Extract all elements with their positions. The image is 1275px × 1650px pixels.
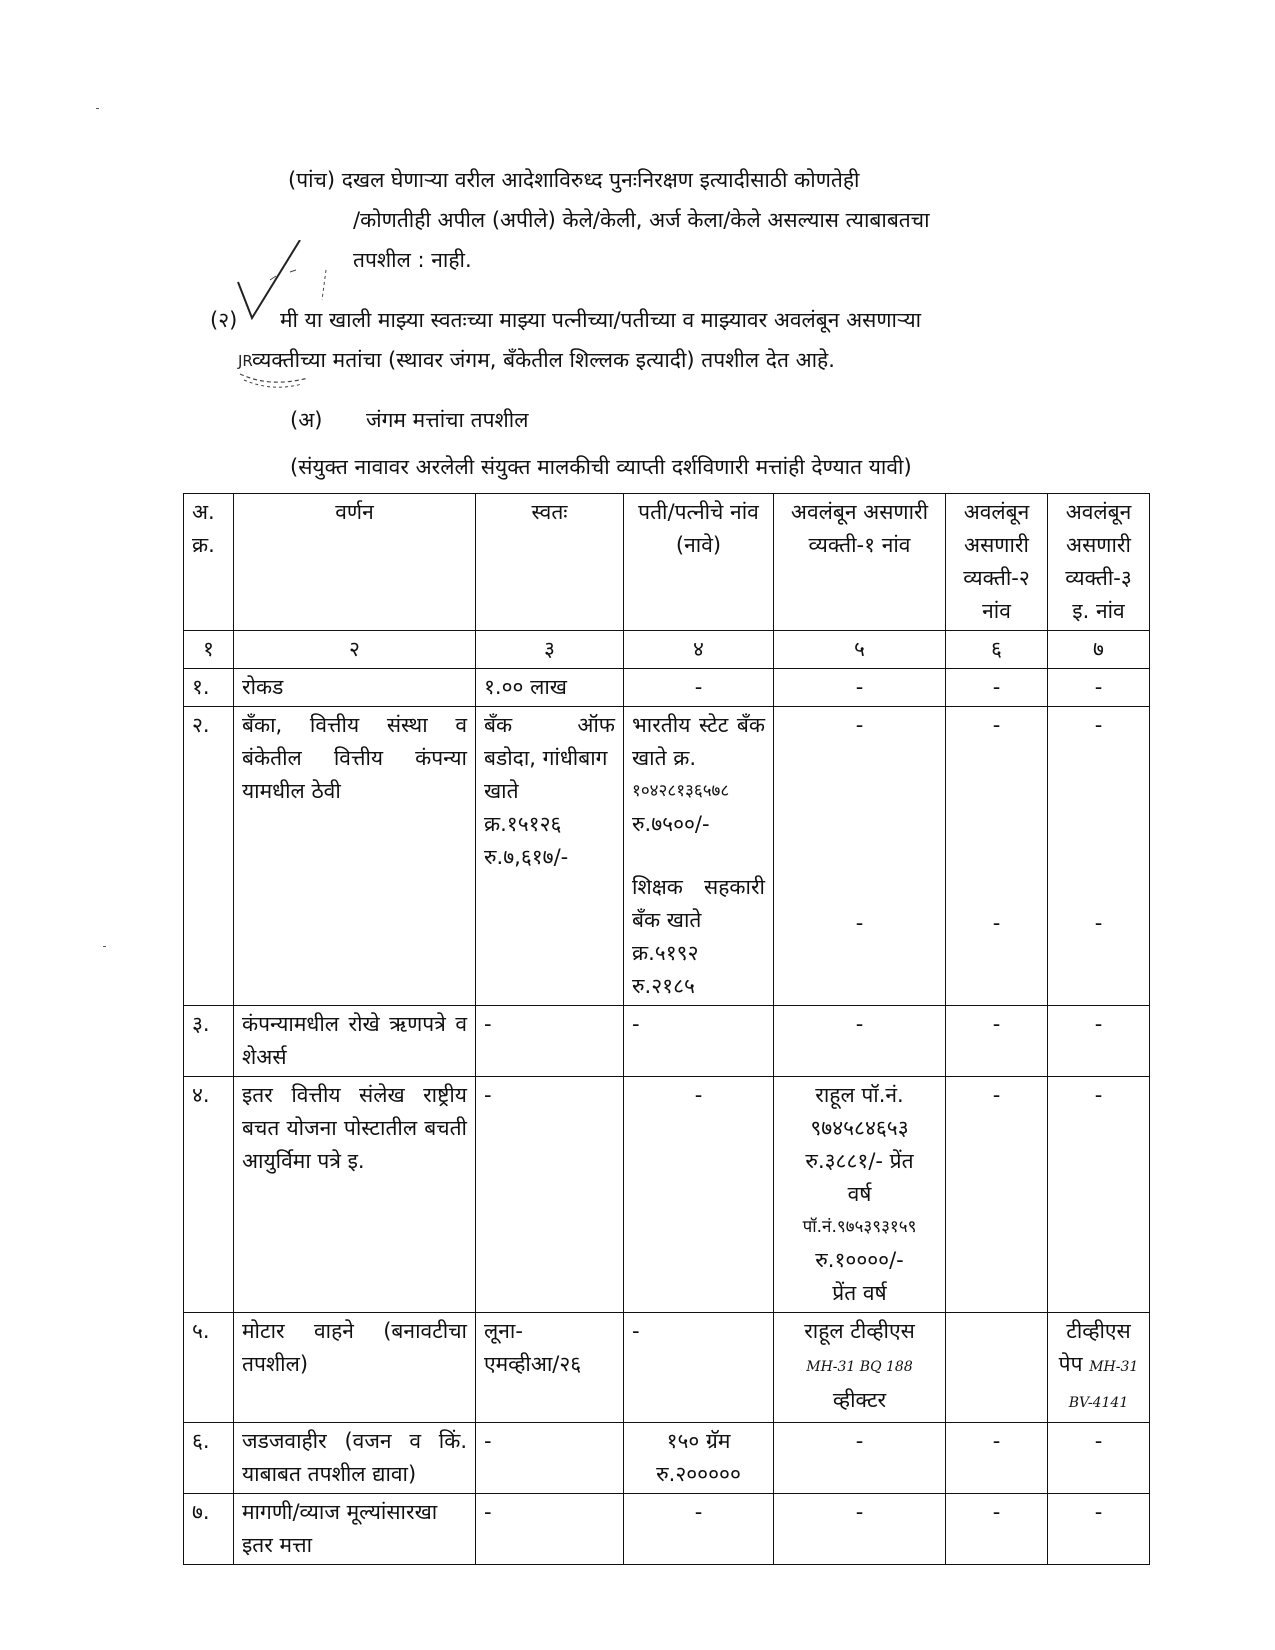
spouse-value	[624, 1423, 774, 1494]
dash: -	[1048, 1077, 1150, 1313]
row-description: मागणी/व्याज मूल्यांसारखा इतर मत्ता	[234, 1494, 476, 1565]
jewellery-weight: १५० ग्रॅम	[666, 1429, 731, 1453]
dependent-1-value	[774, 1313, 946, 1423]
dash: -	[1094, 713, 1103, 737]
amount: रु.७,६१७/-	[484, 845, 569, 869]
section-heading	[290, 408, 528, 432]
column-number: ३	[476, 631, 624, 669]
table-header-row	[184, 494, 1150, 631]
movable-assets-table	[183, 493, 1150, 1565]
row-description: मोटार वाहने (बनावटीचा तपशील)	[234, 1313, 476, 1423]
bank-name: शिक्षक सहकारी बँक खाते	[632, 875, 765, 932]
column-number: ५	[774, 631, 946, 669]
table-row	[184, 1006, 1150, 1077]
sub-clause-marker: (पांच)	[288, 168, 336, 192]
jewellery-value: रु.२०००००	[656, 1462, 741, 1486]
column-number-row	[184, 631, 1150, 669]
dash: -	[946, 669, 1048, 707]
self-value: १.०० लाख	[476, 669, 624, 707]
dash: -	[774, 1423, 946, 1494]
row-number: २.	[184, 707, 234, 1006]
dash: -	[1048, 1006, 1150, 1077]
column-number: २	[234, 631, 476, 669]
dependent-3-value	[1048, 1313, 1150, 1423]
row-number: ५.	[184, 1313, 234, 1423]
paragraph-line: व्यक्तीच्या मतांचा (स्थावर जंगम, बँकेतील शिल्लक इत्यादी) तपशील देत आहे.	[252, 348, 835, 372]
dash: -	[476, 1423, 624, 1494]
dash: -	[624, 1494, 774, 1565]
dash: -	[774, 669, 946, 707]
dash: -	[624, 1006, 774, 1077]
dash: -	[1048, 1494, 1150, 1565]
vehicle-line: लूना-	[484, 1319, 523, 1343]
table-row	[184, 669, 1150, 707]
header-cell: वर्णन	[234, 494, 476, 631]
dependent-1-value	[774, 707, 946, 1006]
table-row	[184, 707, 1150, 1006]
table-row	[184, 1313, 1150, 1423]
column-number: १	[184, 631, 234, 669]
row-number: ४.	[184, 1077, 234, 1313]
header-cell: अवलंबून असणारी व्यक्ती-१ नांव	[774, 494, 946, 631]
dash: -	[774, 1006, 946, 1077]
svg-text:JR: JR	[238, 352, 253, 370]
section-title: जंगम मत्तांचा तपशील	[366, 408, 529, 432]
dependent-1-value	[774, 1077, 946, 1313]
vehicle-line: MH-31 BQ 188 व्हीक्टर	[806, 1359, 913, 1412]
vehicle-line: एमव्हीआ/२६	[484, 1352, 582, 1376]
amount: रु.२१८५	[632, 974, 695, 998]
dash: -	[946, 1423, 1048, 1494]
dash: -	[855, 911, 864, 935]
header-cell: अ. क्र.	[184, 494, 234, 631]
dash: -	[1048, 1423, 1150, 1494]
table-row	[184, 1494, 1150, 1565]
policy-line: रु.१००००/-	[815, 1248, 904, 1272]
dash: -	[1048, 669, 1150, 707]
sub-clause-line: तपशील : नाही.	[353, 248, 472, 272]
dash: -	[774, 1494, 946, 1565]
sub-clause-line: दखल घेणाऱ्या वरील आदेशाविरुध्द पुनःनिरक्षण इत्यादीसाठी कोणतेही	[341, 168, 860, 192]
sub-clause-line: /कोणतीही अपील (अपीले) केले/केली, अर्ज केला/केले असल्यास त्याबाबतचा	[353, 208, 930, 232]
dependent-2-value	[946, 707, 1048, 1006]
empty-cell	[946, 1313, 1048, 1423]
row-description: रोकड	[234, 669, 476, 707]
row-number: ३.	[184, 1006, 234, 1077]
policy-line: ९७४५८४६५३	[810, 1116, 909, 1140]
row-description: कंपन्यामधील रोखे ऋणपत्रे व शेअर्स	[234, 1006, 476, 1077]
self-value	[476, 707, 624, 1006]
row-number: ६.	[184, 1423, 234, 1494]
account-number: क्र.५१९२	[632, 941, 699, 965]
row-number: १.	[184, 669, 234, 707]
account-label: खाते	[484, 779, 519, 803]
header-cell: पती/पत्नीचे नांव (नावे)	[624, 494, 774, 631]
scan-speck	[96, 108, 99, 109]
dash: -	[476, 1006, 624, 1077]
dash: -	[855, 713, 864, 737]
row-description: जडजवाहीर (वजन व किं. याबाबत तपशील द्यावा)	[234, 1423, 476, 1494]
policy-line: वर्ष	[847, 1182, 872, 1206]
dash: -	[624, 669, 774, 707]
dash: -	[992, 911, 1001, 935]
dash: -	[992, 713, 1001, 737]
policy-line: प्रेंत वर्ष	[832, 1281, 887, 1305]
self-value	[476, 1313, 624, 1423]
dependent-3-value	[1048, 707, 1150, 1006]
amount: रु.७५००/-	[632, 812, 710, 836]
account-number: १०४२८१३६५७८	[632, 781, 730, 801]
dash: -	[624, 1077, 774, 1313]
policy-line: राहूल पॉ.नं.	[815, 1083, 904, 1107]
header-cell: स्वतः	[476, 494, 624, 631]
vehicle-line: राहूल टीव्हीएस	[804, 1319, 915, 1343]
row-description: इतर वित्तीय संलेख राष्ट्रीय बचत योजना पोस्टातील बचती आयुर्विमा पत्रे इ.	[234, 1077, 476, 1313]
vehicle-line: टीव्हीएस	[1066, 1319, 1131, 1343]
handwritten-registration: MH-31 BQ 188	[806, 1359, 913, 1375]
header-cell: अवलंबून असणारी व्यक्ती-३ इ. नांव	[1048, 494, 1150, 631]
dash: -	[476, 1077, 624, 1313]
account-number: क्र.१५१२६	[484, 812, 562, 836]
policy-line: पॉ.नं.९७५३९३१५९	[802, 1217, 917, 1237]
bank-name: बँक ऑफ बडोदा, गांधीबाग	[484, 713, 615, 770]
column-number: ६	[946, 631, 1048, 669]
dash: -	[946, 1077, 1048, 1313]
vehicle-line: पेप MH-31 BV-4141	[1058, 1352, 1139, 1411]
dash: -	[946, 1494, 1048, 1565]
section-label: (अ)	[290, 408, 323, 432]
sub-clause-five	[288, 160, 1108, 280]
spouse-value	[624, 707, 774, 1006]
paragraph-two	[210, 300, 1110, 380]
dash: -	[476, 1494, 624, 1565]
table-row	[184, 1077, 1150, 1313]
handwritten-registration: MH-31 BV-4141	[1068, 1359, 1139, 1411]
scan-speck	[103, 946, 106, 947]
section-note: (संयुक्त नावावर अरलेली संयुक्त मालकीची व्याप्ती दर्शविणारी मत्तांही देण्यात यावी)	[290, 455, 912, 479]
dash: -	[946, 1006, 1048, 1077]
paragraph-line: मी या खाली माझ्या स्वतःच्या माझ्या पत्नीच्या/पतीच्या व माझ्यावर अवलंबून असणाऱ्या	[280, 308, 922, 332]
table-row	[184, 1423, 1150, 1494]
bank-name: भारतीय स्टेट बँक खाते क्र.	[632, 713, 765, 770]
row-number: ७.	[184, 1494, 234, 1565]
row-description: बँका, वित्तीय संस्था व बंकेतील वित्तीय कंपन्या यामधील ठेवी	[234, 707, 476, 1006]
dash: -	[1094, 911, 1103, 935]
dash: -	[624, 1313, 774, 1423]
column-number: ७	[1048, 631, 1150, 669]
header-cell: अवलंबून असणारी व्यक्ती-२ नांव	[946, 494, 1048, 631]
policy-line: रु.३८८१/- प्रेंत	[805, 1149, 914, 1173]
column-number: ४	[624, 631, 774, 669]
paragraph-number: (२)	[210, 308, 238, 332]
